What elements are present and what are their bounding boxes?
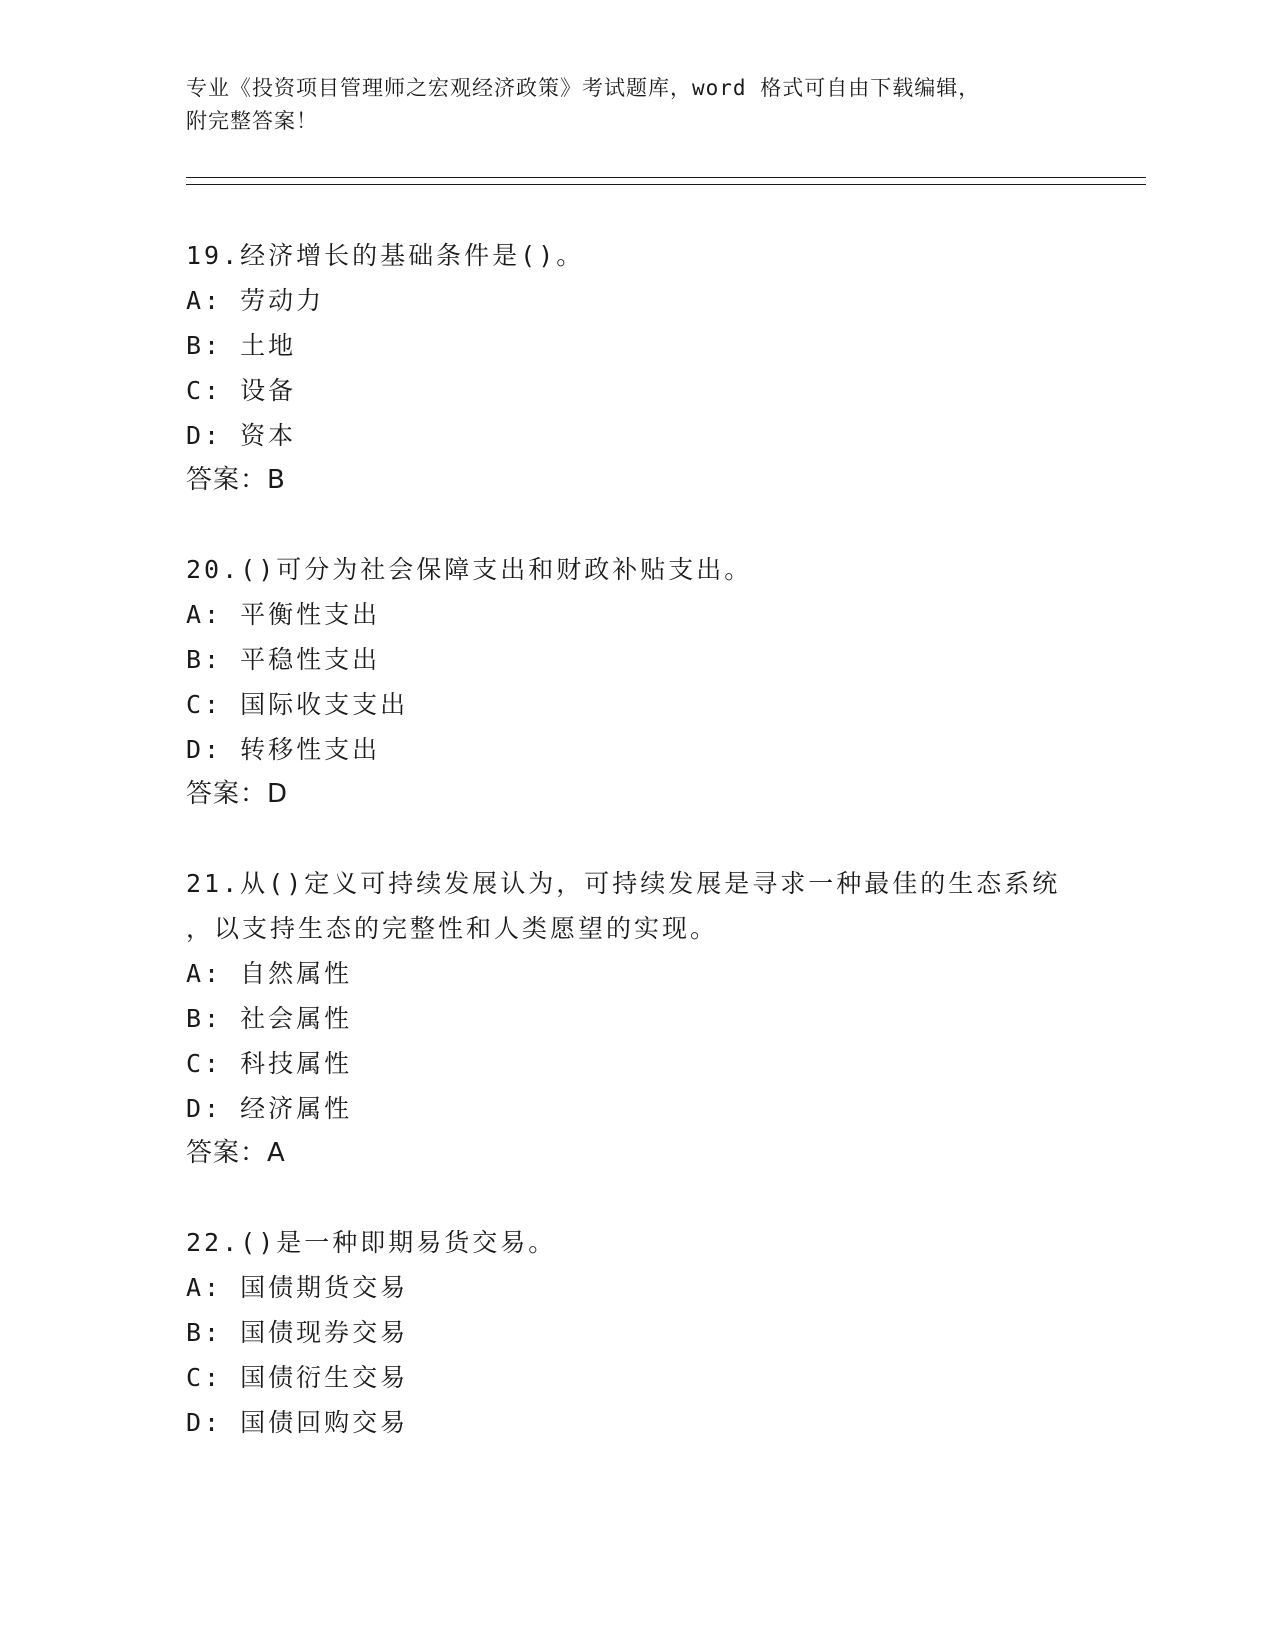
answer-line: 答案：A xyxy=(186,1138,286,1168)
option-c xyxy=(186,1355,1146,1400)
question-number: 22. xyxy=(186,1228,241,1257)
option-text: 劳动力 xyxy=(240,286,325,315)
option-a xyxy=(186,951,1146,996)
document-header xyxy=(186,72,1086,138)
question-text: ()可分为社会保障支出和财政补贴支出。 xyxy=(240,555,753,584)
option-letter: A: xyxy=(186,600,223,629)
option-d xyxy=(186,1086,1146,1131)
option-b xyxy=(186,1310,1146,1355)
option-letter: B: xyxy=(186,331,223,360)
option-letter: C: xyxy=(186,376,223,405)
header-double-rule xyxy=(186,177,1146,185)
question-text: ()是一种即期易货交易。 xyxy=(240,1228,557,1257)
answer-line: 答案：D xyxy=(186,779,289,809)
question-list xyxy=(186,233,1146,1489)
option-text: 转移性支出 xyxy=(240,735,381,764)
option-text: 设备 xyxy=(240,376,297,405)
option-b xyxy=(186,637,1146,682)
option-d xyxy=(186,413,1146,458)
option-letter: D: xyxy=(186,1094,223,1123)
header-line-2: 附完整答案！ xyxy=(186,109,318,133)
option-letter: B: xyxy=(186,1318,223,1347)
option-text: 国债衍生交易 xyxy=(240,1363,409,1392)
question-20 xyxy=(186,547,1146,817)
option-d xyxy=(186,727,1146,772)
option-letter: A: xyxy=(186,286,223,315)
question-number: 19. xyxy=(186,241,241,270)
answer-line: 答案：B xyxy=(186,465,286,495)
option-a xyxy=(186,592,1146,637)
option-text: 国债现券交易 xyxy=(240,1318,409,1347)
option-c xyxy=(186,1041,1146,1086)
option-a xyxy=(186,1265,1146,1310)
question-number: 21. xyxy=(186,869,241,898)
question-stem xyxy=(186,861,1146,906)
option-text: 国债回购交易 xyxy=(240,1408,409,1437)
option-text: 资本 xyxy=(240,421,297,450)
option-text: 平稳性支出 xyxy=(240,645,381,674)
option-text: 社会属性 xyxy=(240,1004,353,1033)
question-stem xyxy=(186,233,1146,278)
question-21 xyxy=(186,861,1146,1176)
option-letter: A: xyxy=(186,959,223,988)
option-c xyxy=(186,368,1146,413)
option-text: 经济属性 xyxy=(240,1094,353,1123)
question-19 xyxy=(186,233,1146,503)
option-letter: C: xyxy=(186,690,223,719)
question-text: 经济增长的基础条件是()。 xyxy=(240,241,585,270)
option-text: 科技属性 xyxy=(240,1049,353,1078)
option-c xyxy=(186,682,1146,727)
question-number: 20. xyxy=(186,555,241,584)
question-text: 从()定义可持续发展认为，可持续发展是寻求一种最佳的生态系统 xyxy=(240,869,1061,898)
option-text: 国债期货交易 xyxy=(240,1273,409,1302)
option-text: 国际收支支出 xyxy=(240,690,409,719)
option-letter: D: xyxy=(186,1408,223,1437)
option-b xyxy=(186,996,1146,1041)
option-a xyxy=(186,278,1146,323)
option-letter: B: xyxy=(186,645,223,674)
option-d xyxy=(186,1400,1146,1445)
option-text: 土地 xyxy=(240,331,297,360)
question-stem xyxy=(186,547,1146,592)
option-letter: D: xyxy=(186,421,223,450)
option-letter: C: xyxy=(186,1363,223,1392)
option-letter: A: xyxy=(186,1273,223,1302)
header-line-1: 专业《投资项目管理师之宏观经济政策》考试题库，word 格式可自由下载编辑， xyxy=(186,76,981,100)
option-letter: D: xyxy=(186,735,223,764)
option-b xyxy=(186,323,1146,368)
question-stem-continued: ，以支持生态的完整性和人类愿望的实现。 xyxy=(186,914,719,943)
option-letter: C: xyxy=(186,1049,223,1078)
question-22 xyxy=(186,1220,1146,1445)
option-text: 平衡性支出 xyxy=(240,600,381,629)
question-stem xyxy=(186,1220,1146,1265)
option-text: 自然属性 xyxy=(240,959,353,988)
option-letter: B: xyxy=(186,1004,223,1033)
